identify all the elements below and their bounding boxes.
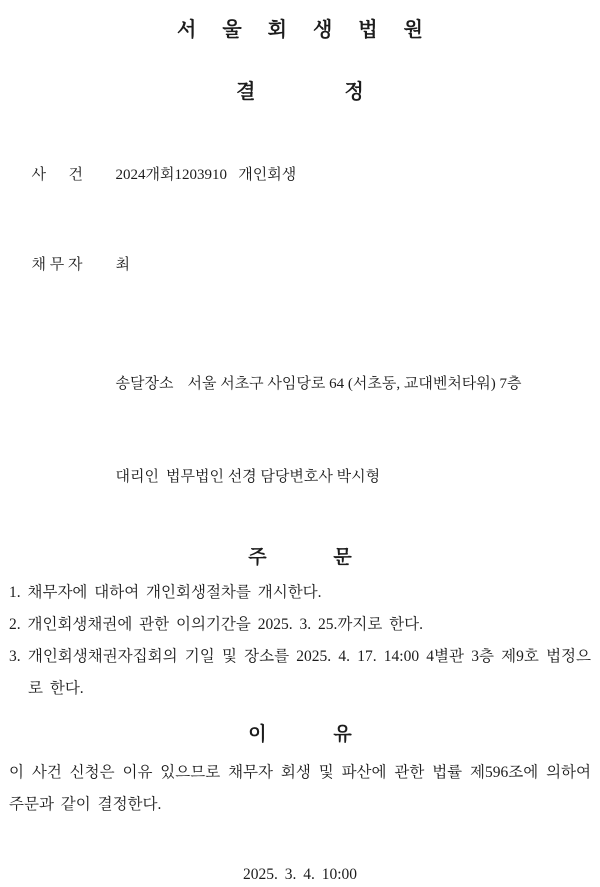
order-section-heading: 주 문 [248, 547, 352, 568]
case-number: 2024개회1203910 개인회생 [115, 167, 297, 183]
party-details-section [93, 338, 591, 524]
reason-section-heading: 이 유 [248, 724, 352, 745]
order-item-1: 1. 채무자에 대하여 개인회생절차를 개시한다. [9, 584, 322, 601]
service-address-label: 송달장소 [115, 376, 174, 392]
debtor-label: 채 무 자 [31, 257, 83, 273]
representative-row [93, 431, 591, 524]
service-address-value: 서울 서초구 사임당로 64 (서초동, 교대벤처타워) 7층 [187, 376, 522, 392]
order-item-3-line-1: 3. 개인회생채권자집회의 기일 및 장소를 2025. 4. 17. 14:00 4별관 3층 제9호 법정으 [9, 648, 591, 665]
representative-value: 법무법인 선경 담당변호사 박시형 [165, 469, 381, 485]
case-label: 사 건 [31, 167, 83, 183]
case-meta-section [9, 130, 591, 310]
document-title: 결 정 [236, 81, 364, 103]
reason-line-2: 주문과 같이 결정한다. [9, 796, 162, 813]
reason-section [9, 757, 591, 821]
service-address-row [93, 338, 591, 431]
order-item-2: 2. 개인회생채권에 관한 이의기간을 2025. 3. 25.까지로 한다. [9, 616, 423, 633]
decision-datetime: 2025. 3. 4. 10:00 [242, 866, 358, 883]
representative-label: 대리인 [115, 469, 159, 485]
order-item-3-line-2: 로 한다. [28, 680, 84, 697]
case-row [9, 130, 591, 220]
debtor-row [9, 220, 591, 310]
order-section [9, 577, 591, 705]
debtor-name: 최 [115, 257, 130, 273]
reason-line-1: 이 사건 신청은 이유 있으므로 채무자 회생 및 파산에 관한 법률 제596조에 의하여 [9, 764, 591, 781]
court-name-heading: 서 울 회 생 법 원 [177, 19, 423, 41]
